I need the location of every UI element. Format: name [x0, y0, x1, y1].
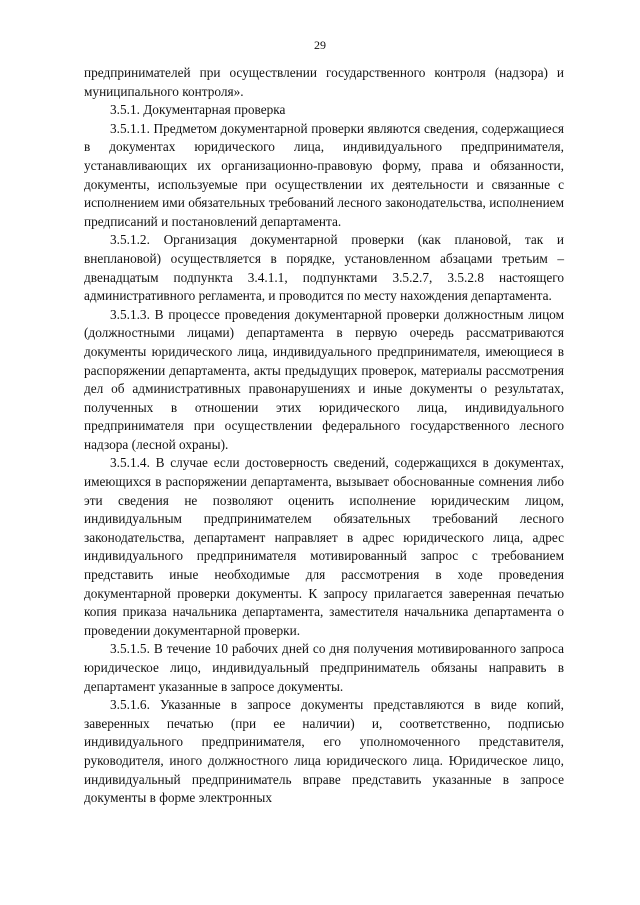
paragraph-continuation: предпринимателей при осуществлении государственного контроля (надзора) и муниципального контроля».: [84, 65, 564, 99]
page-number: 29: [314, 38, 326, 52]
paragraph-3-5-1-5: 3.5.1.5. В течение 10 рабочих дней со дня получения мотивированного запроса юридическое лицо, индивидуальный предприниматель обязаны направить в департамент указанные в запросе документы.: [84, 641, 564, 694]
paragraph-3-5-1-3: 3.5.1.3. В процессе проведения документарной проверки должностным лицом (должностными лицами) департамента в первую очередь рассматриваются документы юридического лица, индивидуального предпринимателя, имеющиеся в распоряжении департамента, акты предыдущих проверок, материалы рассмотрения дел об административных правонарушениях и иные документы о результатах, полученных в отношении этих юридического лица, индивидуального предпринимателя при осуществлении федерального государственного лесного надзора (лесной охраны).: [84, 306, 564, 452]
paragraph-3-5-1-1: 3.5.1.1. Предметом документарной проверки являются сведения, содержащиеся в документах юридического лица, индивидуального предпринимателя, устанавливающих их организационно-правовую форму, права и обязанности, документы, используемые при осуществлении их деятельности и связанные с исполнением ими обязательных требований лесного законодательства, исполнением предписаний и постановлений департамента.: [84, 120, 564, 229]
document-body: [84, 64, 564, 808]
paragraph-3-5-1-2: 3.5.1.2. Организация документарной проверки (как плановой, так и внеплановой) осуществляется в порядке, установленном абзацами третьим – двенадцатым подпункта 3.4.1.1, подпунктами 3.5.2.7, 3.5.2.8 настоящего административного регламента, и проводится по месту нахождения департамента.: [84, 232, 564, 304]
paragraph-3-5-1-4: 3.5.1.4. В случае если достоверность сведений, содержащихся в документах, имеющихся в распоряжении департамента, вызывает обоснованные сомнения либо эти сведения не позволяют оценить исполнение юридическим лицом, индивидуальным предпринимателем обязательных требований лесного законодательства, департамент направляет в адрес юридического лица, адрес индивидуального предпринимателя мотивированный запрос с требованием представить иные необходимые для рассмотрения в ходе проведения документарной проверки документы. К запросу прилагается заверенная печатью копия приказа начальника департамента, заместителя начальника департамента о проведении документарной проверки.: [84, 455, 564, 638]
paragraph-3-5-1-6: 3.5.1.6. Указанные в запросе документы представляются в виде копий, заверенных печатью (при ее наличии) и, соответственно, подписью индивидуального предпринимателя, его уполномоченного представителя, руководителя, иного должностного лица юридического лица. Юридическое лицо, индивидуальный предприниматель вправе представить указанные в запросе документы в форме электронных: [84, 697, 564, 806]
section-heading-3-5-1: 3.5.1. Документарная проверка: [110, 102, 286, 118]
